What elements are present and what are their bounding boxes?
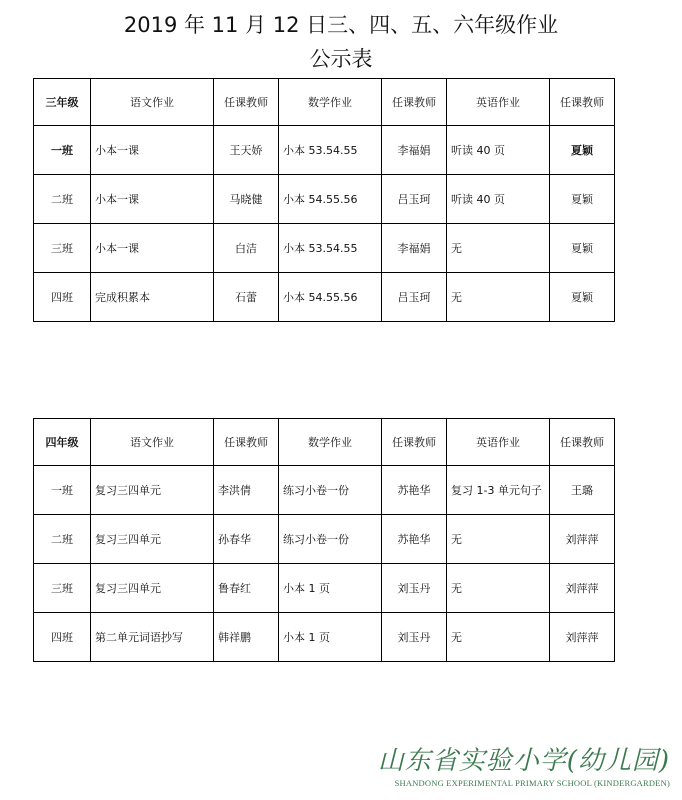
class-cell: 三班 (34, 564, 91, 613)
teacher-cell: 吕玉珂 (382, 175, 447, 224)
table-row (34, 466, 615, 515)
teacher-cell: 韩祥鹏 (214, 613, 279, 662)
school-name-en: SHANDONG EXPERIMENTAL PRIMARY SCHOOL (KINDERGARDEN) (394, 778, 670, 788)
chinese-homework-cell: 复习三四单元 (91, 564, 214, 613)
table-row (34, 613, 615, 662)
table-row (34, 564, 615, 613)
teacher-cell: 王璐 (550, 466, 615, 515)
math-header: 数学作业 (279, 419, 382, 466)
table-row (34, 515, 615, 564)
english-homework-cell: 复习 1-3 单元句子 (447, 466, 550, 515)
chinese-homework-cell: 完成积累本 (91, 273, 214, 322)
english-homework-cell: 听读 40 页 (447, 175, 550, 224)
english-homework-cell: 听读 40 页 (447, 126, 550, 175)
teacher-header: 任课教师 (382, 419, 447, 466)
english-homework-cell: 无 (447, 613, 550, 662)
chinese-homework-cell: 第二单元词语抄写 (91, 613, 214, 662)
class-cell: 四班 (34, 273, 91, 322)
teacher-cell: 苏艳华 (382, 466, 447, 515)
teacher-header: 任课教师 (214, 419, 279, 466)
chinese-homework-cell: 小本一课 (91, 175, 214, 224)
class-cell: 一班 (34, 466, 91, 515)
teacher-cell: 刘萍萍 (550, 564, 615, 613)
class-cell: 二班 (34, 515, 91, 564)
page-subtitle: 公示表 (309, 47, 373, 71)
math-homework-cell: 练习小卷一份 (279, 515, 382, 564)
teacher-cell: 吕玉珂 (382, 273, 447, 322)
table-row (34, 175, 615, 224)
english-homework-cell: 无 (447, 224, 550, 273)
school-name-cn: 山东省实验小学(幼儿园) (377, 746, 670, 776)
class-cell: 四班 (34, 613, 91, 662)
table-header-row (34, 419, 615, 466)
english-homework-cell: 无 (447, 515, 550, 564)
teacher-cell: 夏颖 (550, 175, 615, 224)
teacher-cell: 夏颖 (550, 126, 615, 175)
grade3-homework-table (33, 78, 615, 322)
teacher-cell: 李福娟 (382, 224, 447, 273)
teacher-cell: 王天娇 (214, 126, 279, 175)
math-homework-cell: 小本 53.54.55 (279, 224, 382, 273)
english-header: 英语作业 (447, 79, 550, 126)
teacher-cell: 李洪倩 (214, 466, 279, 515)
grade-header: 三年级 (34, 79, 91, 126)
table-row (34, 224, 615, 273)
chinese-homework-cell: 小本一课 (91, 224, 214, 273)
math-homework-cell: 小本 54.55.56 (279, 175, 382, 224)
class-cell: 二班 (34, 175, 91, 224)
teacher-header: 任课教师 (550, 79, 615, 126)
english-header: 英语作业 (447, 419, 550, 466)
math-homework-cell: 小本 1 页 (279, 613, 382, 662)
chinese-header: 语文作业 (91, 419, 214, 466)
teacher-cell: 马晓健 (214, 175, 279, 224)
teacher-header: 任课教师 (550, 419, 615, 466)
english-homework-cell: 无 (447, 564, 550, 613)
chinese-homework-cell: 复习三四单元 (91, 466, 214, 515)
grade-header: 四年级 (34, 419, 91, 466)
class-cell: 三班 (34, 224, 91, 273)
chinese-homework-cell: 复习三四单元 (91, 515, 214, 564)
math-homework-cell: 小本 53.54.55 (279, 126, 382, 175)
teacher-cell: 苏艳华 (382, 515, 447, 564)
math-homework-cell: 练习小卷一份 (279, 466, 382, 515)
teacher-cell: 石蕾 (214, 273, 279, 322)
teacher-cell: 刘玉丹 (382, 613, 447, 662)
teacher-cell: 孙春华 (214, 515, 279, 564)
teacher-cell: 鲁春红 (214, 564, 279, 613)
table-row (34, 273, 615, 322)
chinese-header: 语文作业 (91, 79, 214, 126)
math-homework-cell: 小本 54.55.56 (279, 273, 382, 322)
chinese-homework-cell: 小本一课 (91, 126, 214, 175)
class-cell: 一班 (34, 126, 91, 175)
table-header-row (34, 79, 615, 126)
teacher-cell: 刘萍萍 (550, 515, 615, 564)
teacher-header: 任课教师 (214, 79, 279, 126)
page-title: 2019 年 11 月 12 日三、四、五、六年级作业 (123, 13, 559, 37)
math-header: 数学作业 (279, 79, 382, 126)
math-homework-cell: 小本 1 页 (279, 564, 382, 613)
school-logo (370, 746, 670, 788)
teacher-cell: 李福娟 (382, 126, 447, 175)
teacher-cell: 白洁 (214, 224, 279, 273)
table-row (34, 126, 615, 175)
teacher-cell: 夏颖 (550, 273, 615, 322)
grade4-homework-table (33, 418, 615, 662)
teacher-header: 任课教师 (382, 79, 447, 126)
teacher-cell: 夏颖 (550, 224, 615, 273)
teacher-cell: 刘萍萍 (550, 613, 615, 662)
english-homework-cell: 无 (447, 273, 550, 322)
teacher-cell: 刘玉丹 (382, 564, 447, 613)
